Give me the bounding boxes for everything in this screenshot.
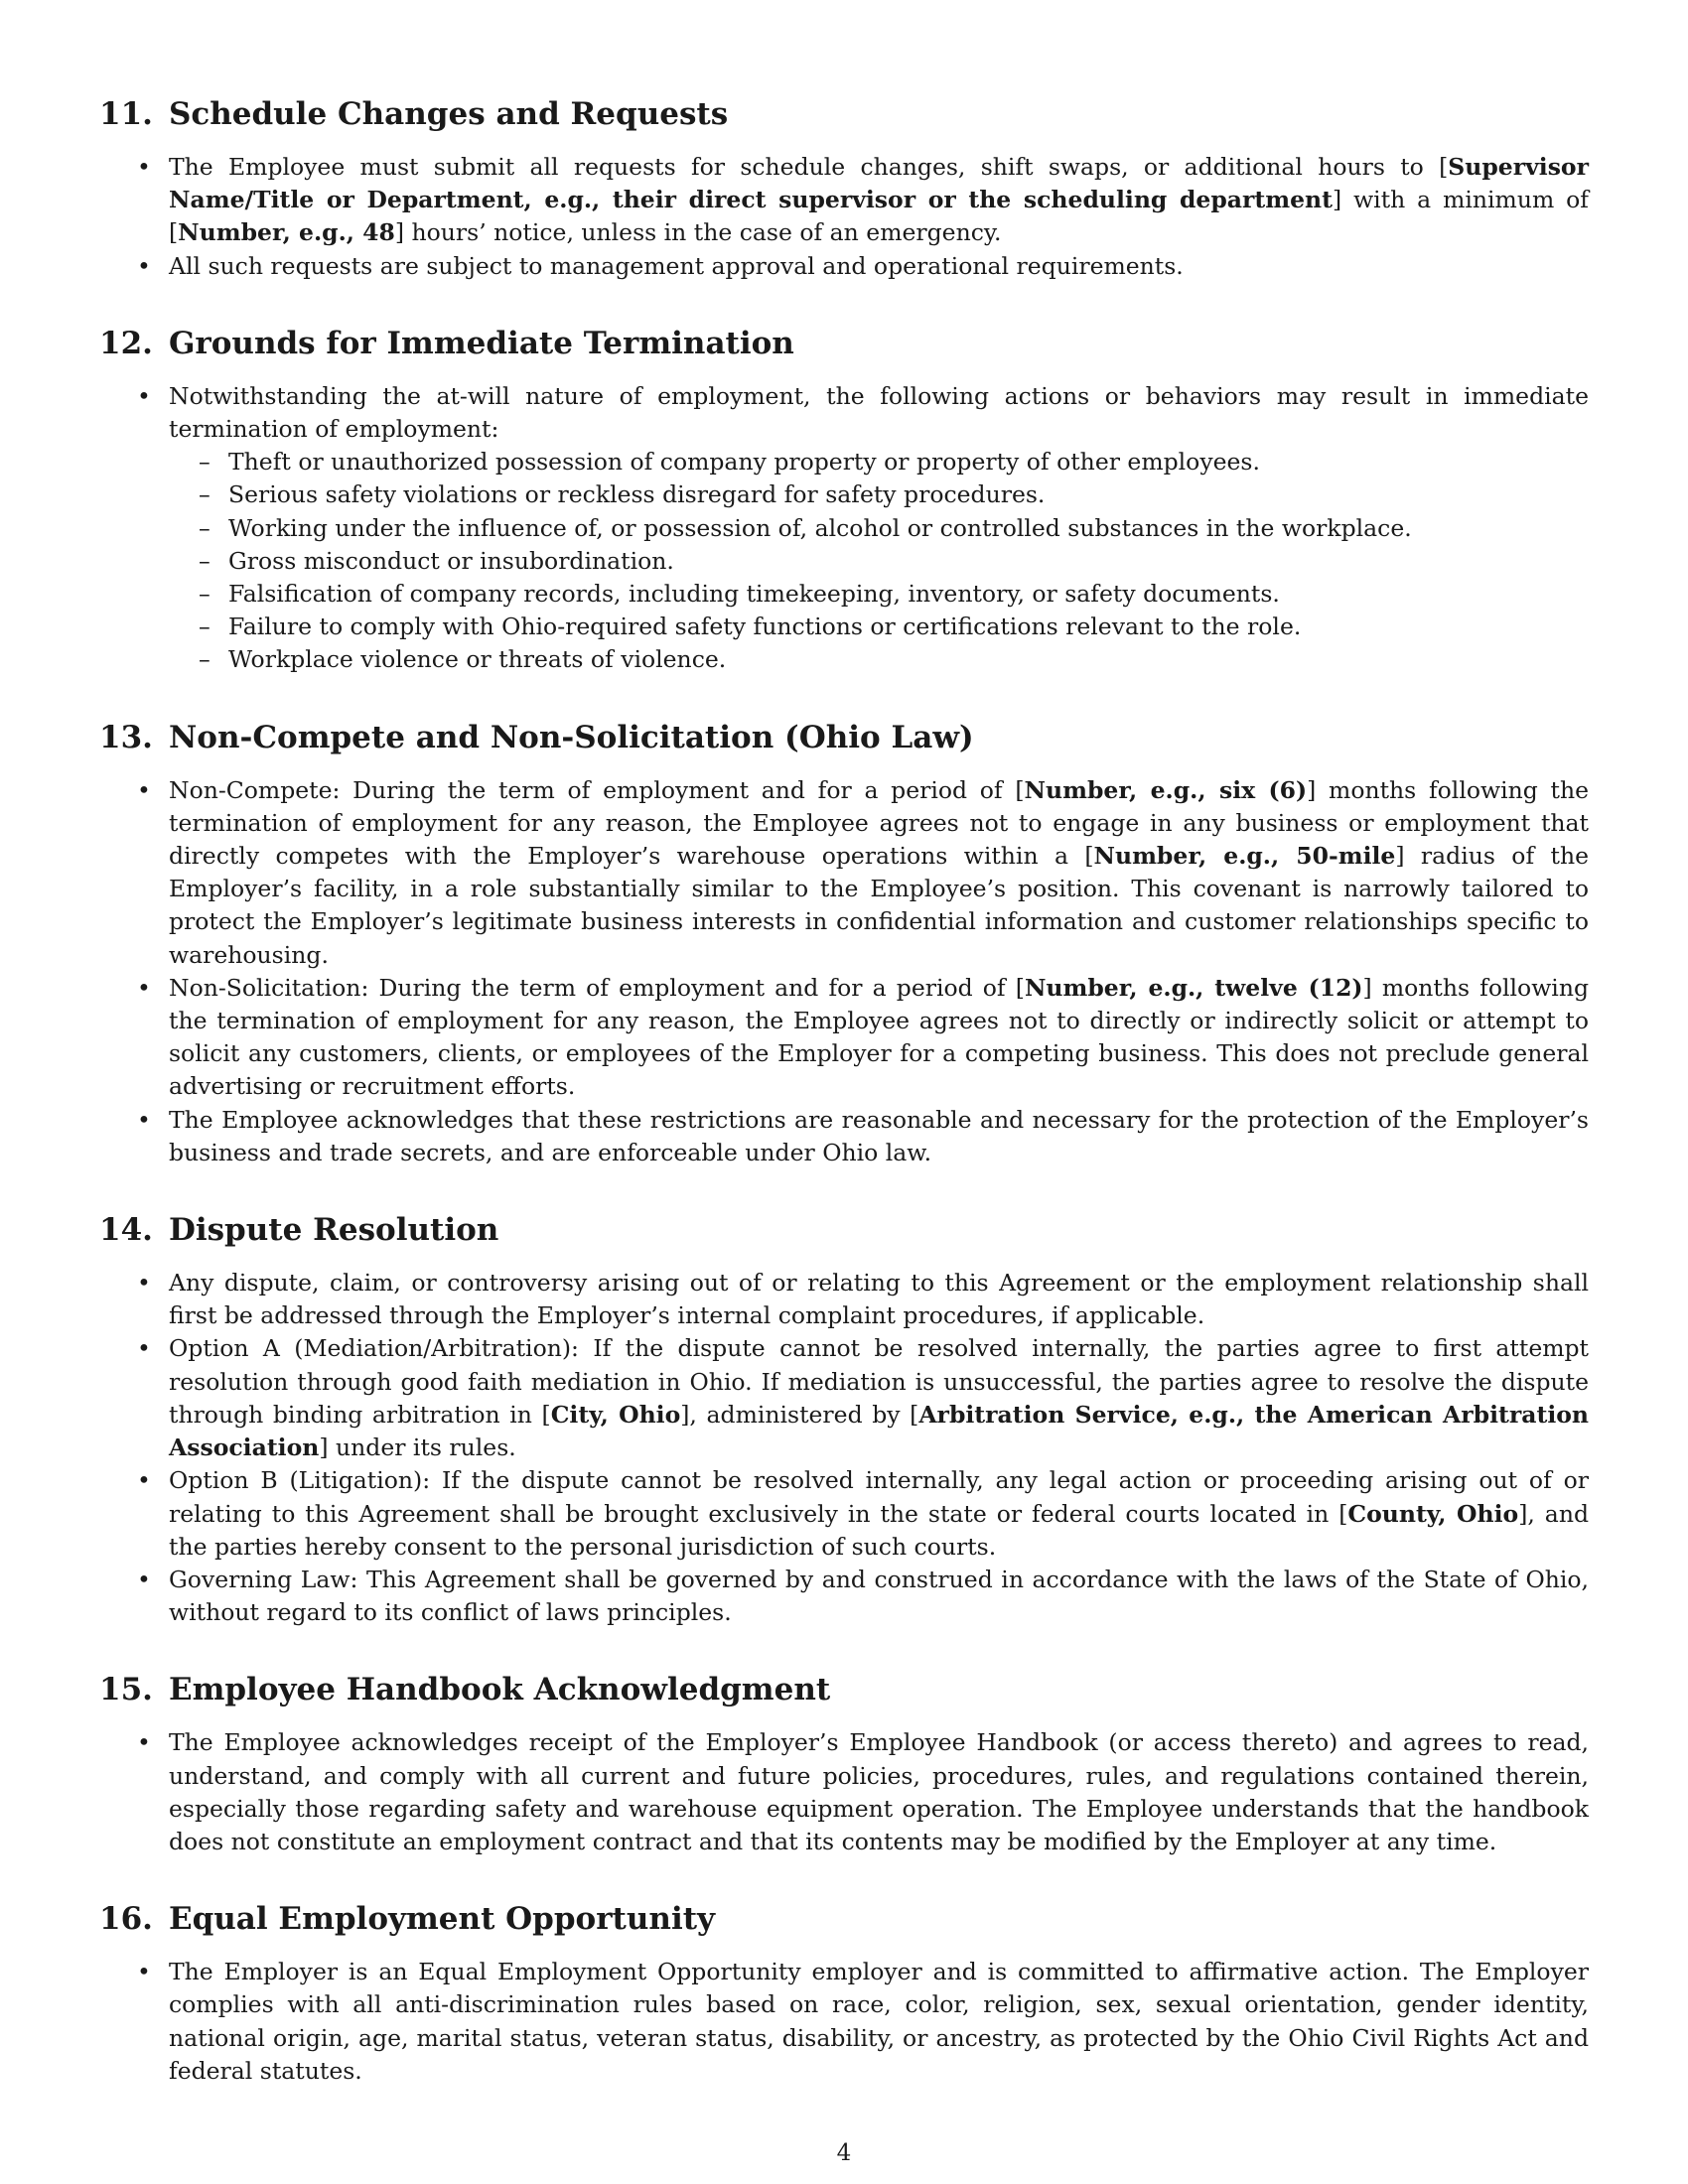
body-text: The Employee acknowledges that these restrictions are reasonable and necessary for the protection of the Employer’s business and trade secrets, and are enforceable under Ohio law. [169, 1105, 1589, 1166]
section-12 [99, 321, 1589, 677]
section-title: Dispute Resolution [168, 1212, 499, 1249]
section-title: Equal Employment Opportunity [168, 1901, 716, 1938]
section-heading [99, 91, 1589, 137]
placeholder-text: City, Ohio [550, 1400, 681, 1429]
section-number: 13. [99, 719, 153, 755]
placeholder-text: Supervisor Name/Title or Department, e.g., their direct supervisor or the scheduling department [169, 153, 1589, 214]
dash-item: – Serious safety violations or reckless disregard for safety procedures. [169, 478, 1589, 511]
section-heading [99, 1207, 1589, 1253]
body-text: ] months following the termination of employment for any reason, the Employee agrees not to directly or indirectly solicit or attempt to solicit any customers, clients, or employees of the Employer for a competing business. This does not preclude general advertising or recruitment efforts. [169, 973, 1589, 1101]
dash-item: – Working under the influence of, or possession of, alcohol or controlled substances in the workplace. [169, 512, 1589, 545]
bullet-item [99, 972, 1589, 1104]
section-title: Non-Compete and Non-Solicitation (Ohio Law) [168, 719, 974, 755]
section-title: Employee Handbook Acknowledgment [168, 1672, 831, 1708]
body-text: The Employee must submit all requests for schedule changes, shift swaps, or additional hours to [ [169, 153, 1449, 181]
body-text: ], administered by [ [680, 1400, 919, 1429]
placeholder-text: Number, e.g., six (6) [1024, 775, 1308, 804]
section-heading [99, 1667, 1589, 1712]
body-text: ], and the parties hereby consent to the personal jurisdiction of such courts. [169, 1499, 1589, 1561]
section-number: 15. [99, 1672, 153, 1708]
section-15 [99, 1667, 1589, 1858]
section-number: 12. [99, 325, 153, 361]
dash-item: – Theft or unauthorized possession of company property or property of other employees. [169, 446, 1589, 478]
dash-item: – Gross misconduct or insubordination. [169, 545, 1589, 578]
bullet-list [99, 1956, 1589, 2088]
section-14 [99, 1207, 1589, 1629]
body-text: Notwithstanding the at-will nature of employment, the following actions or behaviors may result in immediate termination of employment: [169, 381, 1589, 444]
bullet-item [99, 1956, 1589, 2088]
bullet-item [99, 1332, 1589, 1464]
body-text: All such requests are subject to management approval and operational requirements. [169, 251, 1184, 280]
bullet-item [99, 151, 1589, 250]
body-text: Any dispute, claim, or controversy arising out of or relating to this Agreement or the employment relationship shall first be addressed through the Employer’s internal complaint procedures, if applicable. [169, 1269, 1589, 1330]
section-heading [99, 321, 1589, 366]
body-text: Non-Compete: During the term of employment and for a period of [ [169, 775, 1025, 804]
placeholder-text: Number, e.g., twelve (12) [1024, 973, 1363, 1002]
placeholder-text: Arbitration Service, e.g., the American Arbitration Association [169, 1400, 1590, 1462]
body-text: Option A (Mediation/Arbitration): If the dispute cannot be resolved internally, the parties agree to first attempt resolution through good faith mediation in Ohio. If mediation is unsuccessful, the parties agree to resolve the dispute through binding arbitration in [ [169, 1334, 1589, 1429]
body-text: Option B (Litigation): If the dispute cannot be resolved internally, any legal action or proceeding arising out of or relating to this Agreement shall be brought exclusively in the state or federal courts located in [ [169, 1466, 1589, 1528]
section-11 [99, 91, 1589, 283]
dash-item: – Workplace violence or threats of violence. [169, 643, 1589, 676]
body-text: Non-Solicitation: During the term of employment and for a period of [ [169, 973, 1025, 1002]
dash-item: – Falsification of company records, including timekeeping, inventory, or safety documents. [169, 578, 1589, 611]
bullet-item [99, 1564, 1589, 1629]
section-number: 14. [99, 1212, 153, 1249]
bullet-item [99, 1726, 1589, 1858]
section-heading [99, 1896, 1589, 1942]
placeholder-text: County, Ohio [1347, 1499, 1519, 1528]
body-text: ] hours’ notice, unless in the case of an emergency. [394, 218, 1002, 247]
bullet-list [99, 1267, 1589, 1629]
body-text: ] radius of the Employer’s facility, in a role substantially similar to the Employee’s position. This covenant is narrowly tailored to protect the Employer’s legitimate business interests in confidential information and customer relationships specific to warehousing. [169, 842, 1589, 969]
bullet-list [99, 774, 1589, 1169]
section-13 [99, 715, 1589, 1169]
section-heading [99, 715, 1589, 760]
dash-item: – Failure to comply with Ohio-required safety functions or certifications relevant to the role. [169, 611, 1589, 643]
bullet-item [99, 380, 1589, 677]
bullet-item [99, 1267, 1589, 1332]
section-number: 16. [99, 1901, 153, 1938]
section-title: Schedule Changes and Requests [168, 96, 729, 132]
body-text: ] months following the termination of employment for any reason, the Employee agrees not to engage in any business or employment that directly competes with the Employer’s warehouse operations within a [ [169, 775, 1589, 871]
page-number: 4 [836, 2140, 852, 2166]
document-page [99, 91, 1589, 2125]
body-text: ] under its rules. [319, 1433, 516, 1462]
section-16 [99, 1896, 1589, 2088]
placeholder-text: Number, e.g., 50-mile [1093, 842, 1396, 871]
body-text: ] with a minimum of [ [169, 186, 1589, 247]
body-text: The Employee acknowledges receipt of the Employer’s Employee Handbook (or access thereto) and agrees to read, understand, and comply with all current and future policies, procedures, rules, and regulations contained therein, especially those regarding safety and warehouse equipment operation. The Employee understands that the handbook does not constitute an employment contract and that its contents may be modified by the Employer at any time. [169, 1728, 1589, 1855]
section-number: 11. [99, 96, 153, 132]
bullet-item [99, 250, 1589, 283]
bullet-list [99, 380, 1589, 677]
section-title: Grounds for Immediate Termination [168, 325, 794, 361]
bullet-list [99, 1726, 1589, 1858]
body-text: The Employer is an Equal Employment Opportunity employer and is committed to affirmative action. The Employer complies with all anti-discrimination rules based on race, color, religion, sex, sexual orientation, gender identity, national origin, age, marital status, veteran status, disability, or ancestry, as protected by the Ohio Civil Rights Act and federal statutes. [169, 1958, 1589, 2085]
bullet-item [99, 1104, 1589, 1169]
bullet-list [99, 151, 1589, 283]
dash-list [169, 446, 1589, 676]
bullet-item [99, 1464, 1589, 1564]
body-text: Governing Law: This Agreement shall be governed by and construed in accordance with the laws of the State of Ohio, without regard to its conflict of laws principles. [169, 1565, 1589, 1627]
placeholder-text: Number, e.g., 48 [178, 218, 395, 247]
bullet-item [99, 774, 1589, 972]
